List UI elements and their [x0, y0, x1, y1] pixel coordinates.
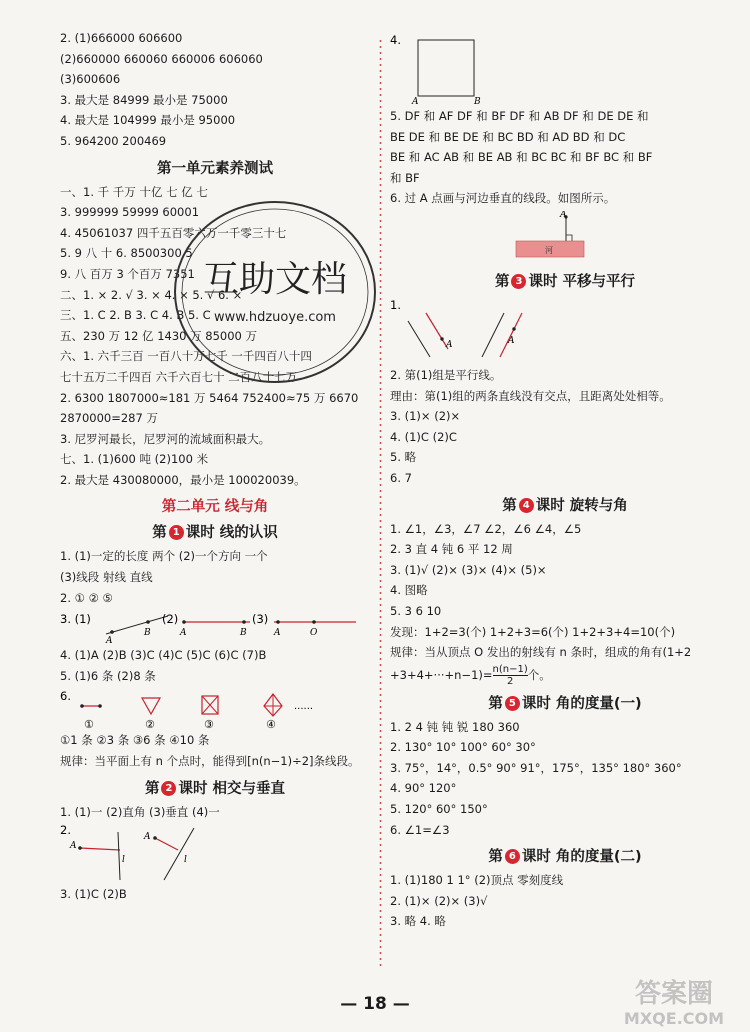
answer-line: 5. 120° 60° 150°	[390, 802, 488, 817]
svg-text:2.: 2.	[60, 823, 71, 838]
svg-text:河: 河	[545, 245, 553, 255]
svg-text:MXQE.COM: MXQE.COM	[623, 1009, 725, 1028]
answer-line: 2. 第(1)组是平行线。	[390, 367, 502, 382]
ray-line-figure	[60, 608, 360, 644]
lesson1-answers-a	[60, 546, 370, 608]
perpendicular-figure	[60, 822, 360, 884]
lesson1-answers-b	[60, 645, 370, 686]
svg-text:A: A	[70, 841, 77, 852]
lesson2-answers-a	[60, 802, 370, 823]
watermark-url: www.hdzuoye.com	[214, 310, 336, 325]
answer-line: 3. (1)√ (2)× (3)× (4)× (5)×	[390, 562, 547, 577]
lesson3-answers	[390, 365, 740, 489]
svg-text:④: ④	[266, 718, 276, 731]
answer-line: 2. 3 直 4 钝 6 平 12 周	[390, 542, 513, 557]
lesson4-answers	[390, 519, 740, 663]
right-column	[390, 28, 740, 932]
answer-line: 发现：1+2=3(个) 1+2+3=6(个) 1+2+3+4=10(个)	[390, 624, 676, 639]
lesson5-answers	[390, 717, 740, 841]
svg-text:A: A	[446, 339, 453, 350]
answer-line: 5. 3 6 10	[390, 603, 442, 618]
answer-line: 理由：第(1)组的两条直线没有交点，且距离处处相等。	[390, 388, 671, 403]
answer-line: 和 BF	[390, 170, 420, 185]
answer-line: ①1 条 ②3 条 ③6 条 ④10 条	[60, 733, 210, 748]
answer-line: 4. (1)C (2)C	[390, 429, 457, 444]
lesson1-title: 第 1 课时 线的认识	[152, 525, 278, 542]
svg-text:①: ①	[84, 718, 94, 731]
answer-line: 2. ① ② ⑤	[60, 590, 113, 605]
answer-line: 三、1. C 2. B 3. C 4. B 5. C	[60, 308, 211, 323]
answer-line: 1. (1)一定的长度 两个 (2)一个方向 一个	[60, 549, 268, 564]
answer-line: 4. 90° 120°	[390, 781, 457, 796]
unit1-test-title: 第一单元素养测试	[157, 160, 273, 177]
lesson6-answers	[390, 870, 740, 932]
left-column	[60, 28, 370, 905]
answer-line: 3. 最大是 84999 最小是 75000	[60, 92, 228, 107]
lesson1-answers-c	[60, 730, 370, 771]
answer-line: 七、1. (1)600 吨 (2)100 米	[60, 452, 209, 467]
lesson-number-badge: 6	[505, 849, 520, 864]
lesson4-title: 第 4 课时 旋转与角	[502, 497, 628, 514]
points-figure	[60, 686, 360, 730]
lesson-number-badge: 1	[169, 525, 184, 540]
watermark-stamp	[168, 195, 383, 390]
answer-line: 六、1. 六千三百 一百八十万七千 一千四百八十四	[60, 349, 312, 364]
svg-text:(3): (3)	[252, 612, 269, 627]
answer-line: 4. 最大是 104999 最小是 95000	[60, 113, 236, 128]
svg-text:6.: 6.	[60, 689, 71, 704]
svg-text:B: B	[240, 628, 247, 639]
answer-line: 2. 130° 10° 100° 60° 30°	[390, 740, 536, 755]
answers-block-a	[390, 106, 740, 209]
answer-line: 七十五万二千四百 六千六百七十 二百八十七万	[60, 369, 298, 384]
formula-line: +3+4+···+n−1)= $\frac{n(n-1)}{2}$ 个。	[390, 663, 551, 687]
answer-line: 2870000=287 万	[60, 411, 158, 426]
lesson5-title: 第 5 课时 角的度量(一)	[488, 695, 642, 712]
unit2-title: 第二单元 线与角	[161, 499, 269, 516]
answer-line: 3. 75°，14°，0.5° 90° 91°，175°，135° 180° 360°	[390, 760, 682, 775]
svg-text:l: l	[122, 855, 125, 866]
answer-line: 3. (1)C (2)B	[60, 887, 127, 902]
square-figure	[390, 28, 730, 106]
page-number: — 18 —	[340, 994, 410, 1014]
lesson3-title: 第 3 课时 平移与平行	[494, 273, 636, 290]
lesson2-answers-b	[60, 884, 370, 905]
answer-line: 2. 最大是 430080000，最小是 100020039。	[60, 472, 306, 487]
svg-text:B: B	[474, 97, 481, 106]
answer-line: 6. 过 A 点画与河边垂直的线段。如图所示。	[390, 191, 616, 206]
answer-line: (3)600606	[60, 72, 121, 87]
svg-text:B: B	[144, 628, 151, 639]
svg-text:(2): (2)	[162, 612, 179, 627]
svg-text:A: A	[144, 832, 151, 843]
answer-line: 1. ∠1，∠3，∠7 ∠2，∠6 ∠4，∠5	[390, 521, 582, 536]
svg-text:l: l	[184, 855, 187, 866]
answer-block-top	[60, 28, 370, 152]
answer-line: 1. 2 4 钝 钝 锐 180 360	[390, 719, 520, 734]
fraction: $\frac{n(n-1)}{2}$	[492, 663, 528, 687]
svg-text:A: A	[412, 97, 419, 106]
answer-line: 1. (1)一 (2)直角 (3)垂直 (4)一	[60, 804, 220, 819]
answer-line: BE DE 和 BE DE 和 BC BD 和 AD BD 和 DC	[390, 129, 626, 144]
svg-text:②: ②	[145, 718, 155, 731]
lesson6-title: 第 6 课时 角的度量(二)	[488, 849, 642, 866]
lesson-number-badge: 4	[519, 498, 534, 513]
watermark-text: 互助文档	[202, 259, 348, 300]
answer-line: (3)线段 射线 直线	[60, 570, 153, 585]
answer-line: BE 和 AC AB 和 BE AB 和 BC BC 和 BF BC 和 BF	[390, 150, 653, 165]
svg-text:答案圈: 答案圈	[634, 979, 714, 1009]
answer-line: 规律：当平面上有 n 个点时，能得到[n(n−1)÷2]条线段。	[60, 754, 360, 769]
answer-line: 4. 图略	[390, 583, 428, 598]
lesson-number-badge: 3	[511, 274, 526, 289]
answer-line: 5. 964200 200469	[60, 133, 167, 148]
lesson2-title: 第 2 课时 相交与垂直	[144, 780, 286, 797]
answer-line: 1. (1)180 1 1° (2)顶点 零刻度线	[390, 873, 564, 888]
river-figure	[390, 211, 730, 265]
answer-line: 5. 略	[390, 450, 417, 465]
answer-line: 3. 尼罗河最长，尼罗河的流域面积最大。	[60, 431, 271, 446]
svg-text:A: A	[274, 628, 281, 639]
answer-line: 二、1. × 2. √ 3. × 4. × 5. √ 6. ×	[60, 287, 243, 302]
answer-line: 2. 6300 1807000≈181 万 5464 752400≈75 万 6670	[60, 390, 359, 405]
answer-line: 6. 7	[390, 470, 412, 485]
svg-text:......: ......	[294, 701, 314, 713]
svg-text:③: ③	[204, 718, 214, 731]
answer-line: 3. 999999 59999 60001	[60, 205, 200, 220]
answer-line: 3. 略 4. 略	[390, 914, 446, 929]
answer-line: 4. (1)A (2)B (3)C (4)C (5)C (6)C (7)B	[60, 648, 267, 663]
lesson-number-badge: 5	[505, 696, 520, 711]
svg-text:A: A	[508, 335, 515, 346]
svg-text:1.: 1.	[390, 297, 401, 312]
svg-text:A: A	[560, 210, 567, 220]
figure-label: 3. (1)	[60, 612, 91, 627]
answer-line: 2. (1)666000 606600	[60, 31, 183, 45]
answer-line: (2)660000 660060 660006 606060	[60, 51, 263, 66]
svg-text:A: A	[106, 636, 113, 645]
svg-text:A: A	[180, 628, 187, 639]
answer-line: 9. 八 百万 3 个百万 7351	[60, 266, 195, 281]
answer-line: 5. (1)6 条 (2)8 条	[60, 668, 156, 683]
answer-line: 2. (1)× (2)× (3)√	[390, 893, 488, 908]
answer-line: 3. (1)× (2)×	[390, 409, 461, 424]
lesson-number-badge: 2	[161, 781, 176, 796]
answer-line: 5. 9 八 十 6. 8500300 5	[60, 246, 193, 261]
answer-line: 五、230 万 12 亿 1430 万 85000 万	[60, 328, 258, 343]
svg-text:O: O	[310, 628, 318, 639]
parallel-figure	[390, 295, 730, 365]
answer-line: 规律：当从顶点 O 发出的射线有 n 条时，组成的角有(1+2	[390, 645, 692, 660]
svg-text:4.: 4.	[390, 33, 401, 47]
answer-line: 6. ∠1=∠3	[390, 822, 450, 837]
answer-line: 一、1. 千 千万 十亿 七 亿 七	[60, 184, 208, 199]
column-divider	[379, 40, 382, 970]
answer-line: 5. DF 和 AF DF 和 BF DF 和 AB DF 和 DE DE 和	[390, 109, 649, 123]
answer-line: 4. 45061037 四千五百零六万一千零三十七	[60, 225, 287, 240]
